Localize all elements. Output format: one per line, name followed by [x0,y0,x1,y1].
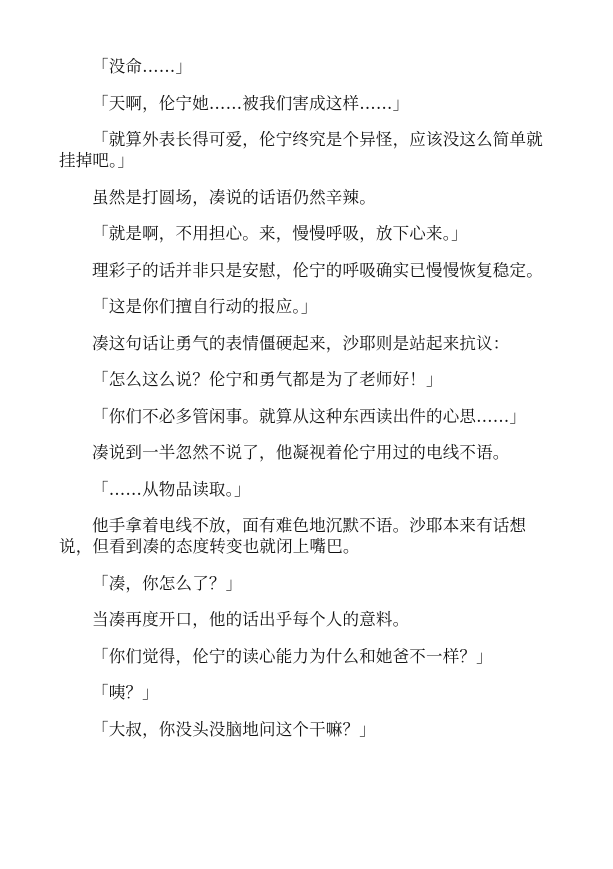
paragraph: 「这是你们擅自行动的报应。」 [92,297,318,316]
paragraph: 「就是啊，不用担心。来，慢慢呼吸，放下心来。」 [92,224,468,243]
paragraph: 「怎么这么说？伦宁和勇气都是为了老师好！」 [92,370,443,389]
paragraph: 虽然是打圆场，凑说的话语仍然辛辣。 [92,187,376,207]
paragraph: 「就算外表长得可爱，伦宁终究是个异怪，应该没这么简单就挂掉吧。」 [59,130,543,170]
paragraph: 「凑，你怎么了？」 [92,573,243,593]
paragraph: 他手拿着电线不放，面有难色地沉默不语。沙耶本来有话想说，但看到凑的态度转变也就闭上嘴巴。 [59,516,527,556]
paragraph: 「天啊，伦宁她……被我们害成这样……」 [92,93,410,113]
paragraph: 理彩子的话并非只是安慰，伦宁的呼吸确实已慢慢恢复稳定。 [92,260,543,280]
paragraph: 「你们觉得，伦宁的读心能力为什么和她爸不一样？」 [92,646,493,666]
paragraph: 凑说到一半忽然不说了，他凝视着伦宁用过的电线不语。 [92,443,510,462]
paragraph: 「咦？」 [92,683,159,702]
paragraph: 「……从物品读取。」 [92,479,251,499]
paragraph: 「没命……」 [92,57,193,76]
body-text [59,56,559,755]
paragraph: 「大叔，你没头没脑地问这个干嘛？」 [92,719,376,739]
paragraph: 「你们不必多管闲事。就算从这种东西读出件的心思……」 [92,406,527,426]
paragraph: 凑这句话让勇气的表情僵硬起来，沙耶则是站起来抗议： [92,333,510,353]
paragraph: 当凑再度开口，他的话出乎每个人的意料。 [92,610,410,629]
